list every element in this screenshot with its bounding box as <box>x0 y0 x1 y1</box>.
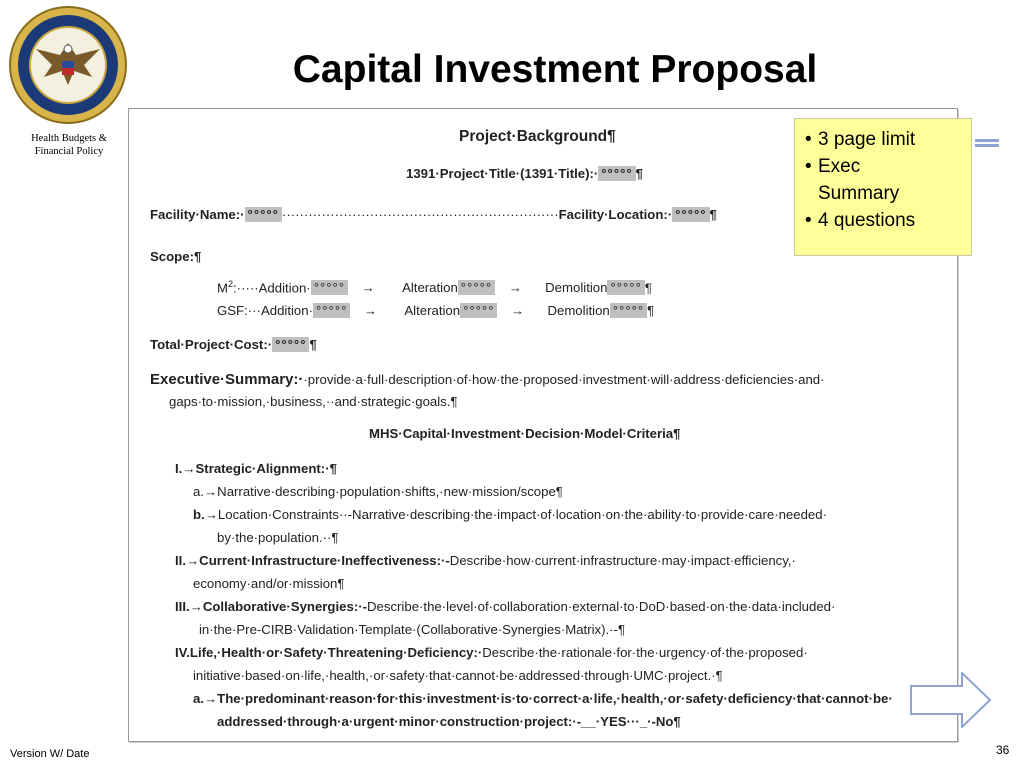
callout-item: • 4 questions <box>801 207 965 234</box>
version-label: Version W/ Date <box>10 748 90 760</box>
criteria-iv-text: Describe·the·rationale·for·the·urgency·of·the·proposed· <box>482 645 808 660</box>
alteration-label: Alteration <box>404 303 461 318</box>
criteria-iii-line-2: in·the·Pre-CIRB·Validation·Template·(Collaborative·Synergies·Matrix).·-¶ <box>199 622 626 637</box>
facility-leader: ······························································· <box>281 207 559 222</box>
tab-arrow: → <box>510 303 525 318</box>
department-of-defense-seal-icon <box>8 5 128 125</box>
total-cost-row <box>150 337 317 352</box>
criteria-iv-line-2: initiative·based·on·life,·health,·or·safety·that·cannot·be·addressed·through·UMC·project.·¶ <box>193 668 723 683</box>
criteria-iv <box>175 645 808 660</box>
criteria-i-heading: I.→Strategic·Alignment:·¶ <box>175 461 337 476</box>
criteria-i-b-label: b.→ <box>193 507 218 522</box>
criteria-ii-text: Describe·how·current·infrastructure·may·impact·efficiency,· <box>449 553 796 568</box>
facility-name-placeholder: °°°°° <box>245 207 282 222</box>
criteria-i-a: a.→Narrative·describing·population·shifts,·new·mission/scope¶ <box>193 484 563 499</box>
exec-summary-text: ·provide·a·full·description·of·how·the·proposed·investment·will·address·deficiencies·and· <box>303 372 825 387</box>
organization-label <box>14 132 124 158</box>
criteria-ii <box>175 553 796 568</box>
alteration-label: Alteration <box>402 280 458 296</box>
criteria-iv-a-line-2: addressed·through·a·urgent·minor·construction·project:·-__·YES···_·-No¶ <box>217 714 681 729</box>
criteria-ii-label: II.→Current·Infrastructure·Ineffectiveness:·- <box>175 553 450 568</box>
tab-arrow: → <box>363 303 377 318</box>
m2-label: M <box>217 280 228 296</box>
pilcrow: ¶ <box>635 166 643 181</box>
demolition-label: Demolition <box>545 280 608 296</box>
requirements-callout <box>794 118 972 256</box>
criteria-iv-label: IV.Life,·Health·or·Safety·Threatening·Deficiency:· <box>175 645 483 660</box>
total-cost-placeholder: °°°°° <box>272 337 309 352</box>
criteria-ii-line-2: economy·and/or·mission¶ <box>193 576 345 591</box>
doc-heading: Project·Background¶ <box>459 128 616 145</box>
criteria-i-b <box>193 507 827 522</box>
m2-row <box>217 279 652 295</box>
doc-title-row <box>406 166 643 181</box>
facility-row <box>150 207 717 222</box>
gsf-addition-placeholder: °°°°° <box>313 303 350 318</box>
m2-addition-placeholder: °°°°° <box>311 280 348 295</box>
org-line-1: Health Budgets & <box>31 133 107 144</box>
criteria-iv-a: a.→The·predominant·reason·for·this·investment·is·to·correct·a·life,·health,·or·safety·deficiency·that·cannot·be· <box>193 691 893 706</box>
m2-rest: :·····Addition· <box>233 280 311 296</box>
gsf-label: GSF:···Addition· <box>217 303 313 318</box>
gsf-row <box>217 303 654 318</box>
org-line-2: Financial Policy <box>34 146 104 157</box>
title-placeholder: °°°°° <box>598 166 635 181</box>
total-cost-label: Total·Project·Cost:· <box>150 337 273 352</box>
scope-label: Scope:¶ <box>150 249 202 264</box>
m2-sup: 2 <box>228 279 234 289</box>
demolition-label: Demolition <box>547 303 610 318</box>
criteria-iii <box>175 599 835 614</box>
pilcrow: ¶ <box>647 303 655 318</box>
tab-arrow: → <box>361 280 375 296</box>
facility-location-placeholder: °°°°° <box>672 207 709 222</box>
criteria-iii-label: III.→Collaborative·Synergies:·- <box>175 599 367 614</box>
exec-summary-label: Executive·Summary:· <box>150 371 304 388</box>
title-label: 1391·Project·Title·(1391·Title):· <box>406 166 599 181</box>
callout-item: • Exec Summary <box>801 153 918 207</box>
facility-name-label: Facility·Name:· <box>150 207 245 222</box>
page-number: 36 <box>996 743 1010 757</box>
pilcrow: ¶ <box>709 207 717 222</box>
criteria-i-b-text: Location·Constraints··-Narrative·describing·the·impact·of·location·on·the·ability·to·provide·care·needed· <box>217 507 827 522</box>
criteria-heading: MHS·Capital·Investment·Decision·Model·Criteria¶ <box>369 426 681 441</box>
next-arrow-icon[interactable] <box>910 672 992 728</box>
gsf-demolition-placeholder: °°°°° <box>610 303 647 318</box>
pilcrow: ¶ <box>309 337 317 352</box>
callout-item: • 3 page limit <box>801 126 965 153</box>
m2-alteration-placeholder: °°°°° <box>458 280 495 295</box>
exec-summary-line-2: gaps·to·mission,·business,··and·strategic·goals.¶ <box>169 394 458 409</box>
tab-arrow: → <box>508 280 522 296</box>
criteria-iii-text: Describe·the·level·of·collaboration·external·to·DoD·based·on·the·data·included· <box>367 599 836 614</box>
decorative-double-line <box>975 139 999 147</box>
slide-title: Capital Investment Proposal <box>292 48 818 91</box>
facility-location-label: Facility·Location:· <box>558 207 673 222</box>
criteria-i-b-line-2: by·the·population.··¶ <box>217 530 339 545</box>
m2-demolition-placeholder: °°°°° <box>607 280 644 295</box>
pilcrow: ¶ <box>644 280 652 296</box>
exec-summary-line-1 <box>150 371 825 388</box>
gsf-alteration-placeholder: °°°°° <box>460 303 497 318</box>
